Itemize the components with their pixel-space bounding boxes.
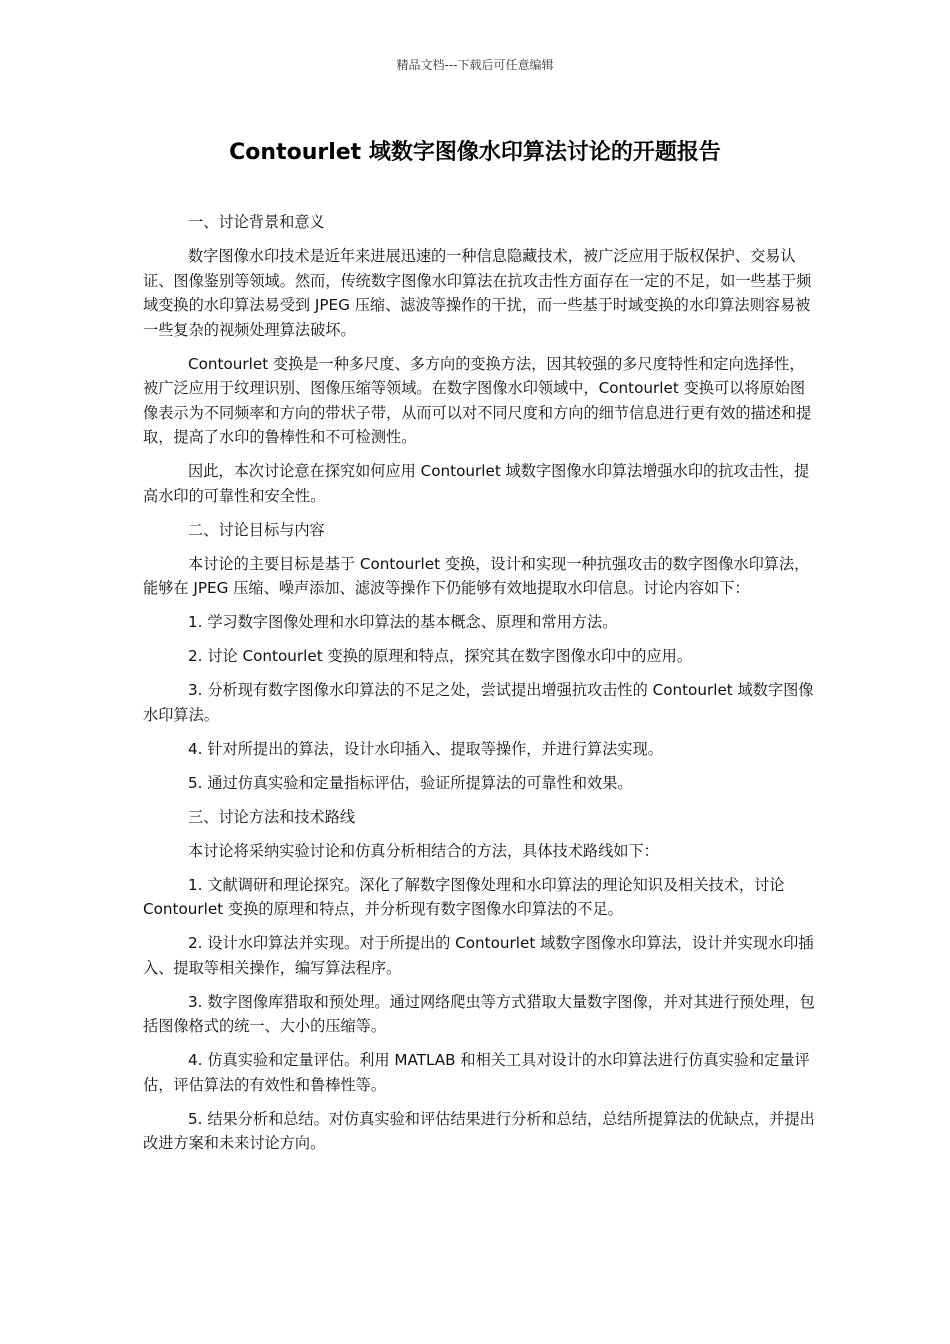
body-paragraph: Contourlet 变换是一种多尺度、多方向的变换方法，因其较强的多尺度特性和定向选择性，被广泛应用于纹理识别、图像压缩等领域。在数字图像水印领域中，Contourlet 变换可以将原始图像表示为不同频率和方向的带状子带，从而可以对不同尺度和方向的细节信息进行更有效的描述和提取，提高了水印的鲁棒性和不可检测性。	[143, 354, 812, 446]
header-note: 精品文档---下载后可任意编辑	[396, 58, 554, 72]
list-item: 5. 通过仿真实验和定量指标评估，验证所提算法的可靠性和效果。	[188, 773, 633, 792]
list-item: 4. 仿真实验和定量评估。利用 MATLAB 和相关工具对设计的水印算法进行仿真实验和定量评估，评估算法的有效性和鲁棒性等。	[143, 1051, 810, 1094]
document-title: Contourlet 域数字图像水印算法讨论的开题报告	[229, 140, 721, 165]
body-paragraph: 本讨论的主要目标是基于 Contourlet 变换，设计和实现一种抗强攻击的数字图像水印算法，能够在 JPEG 压缩、噪声添加、滤波等操作下仍能够有效地提取水印信息。讨论内容如下：	[143, 554, 810, 597]
section-heading-methods: 三、讨论方法和技术路线	[188, 807, 356, 826]
body-paragraph: 数字图像水印技术是近年来进展迅速的一种信息隐藏技术，被广泛应用于版权保护、交易认证、图像鉴别等领域。然而，传统数字图像水印算法在抗攻击性方面存在一定的不足，如一些基于频域变换的水印算法易受到 JPEG 压缩、滤波等操作的干扰，而一些基于时域变换的水印算法则容易被一些复杂的视频处理算法破坏。	[143, 247, 812, 339]
list-item: 2. 设计水印算法并实现。对于所提出的 Contourlet 域数字图像水印算法，设计并实现水印插入、提取等相关操作，编写算法程序。	[143, 934, 814, 977]
list-item: 4. 针对所提出的算法，设计水印插入、提取等操作，并进行算法实现。	[188, 739, 663, 758]
body-paragraph: 因此，本次讨论意在探究如何应用 Contourlet 域数字图像水印算法增强水印的抗攻击性，提高水印的可靠性和安全性。	[143, 462, 810, 505]
list-item: 1. 文献调研和理论探究。深化了解数字图像处理和水印算法的理论知识及相关技术，讨论 Contourlet 变换的原理和特点，并分析现有数字图像水印算法的不足。	[143, 875, 785, 918]
list-item: 3. 数字图像库猎取和预处理。通过网络爬虫等方式猎取大量数字图像，并对其进行预处理，包括图像格式的统一、大小的压缩等。	[143, 992, 815, 1035]
list-item: 3. 分析现有数字图像水印算法的不足之处，尝试提出增强抗攻击性的 Contourlet 域数字图像水印算法。	[143, 681, 814, 724]
list-item: 1. 学习数字图像处理和水印算法的基本概念、原理和常用方法。	[188, 613, 618, 631]
body-paragraph: 本讨论将采纳实验讨论和仿真分析相结合的方法，具体技术路线如下：	[188, 841, 659, 860]
list-item: 2. 讨论 Contourlet 变换的原理和特点，探究其在数字图像水印中的应用。	[188, 647, 693, 665]
document-body	[143, 210, 815, 1165]
section-heading-goals: 二、讨论目标与内容	[188, 520, 325, 539]
list-item: 5. 结果分析和总结。对仿真实验和评估结果进行分析和总结，总结所提算法的优缺点，并提出改进方案和未来讨论方向。	[143, 1109, 815, 1152]
section-heading-background: 一、讨论背景和意义	[188, 213, 325, 231]
